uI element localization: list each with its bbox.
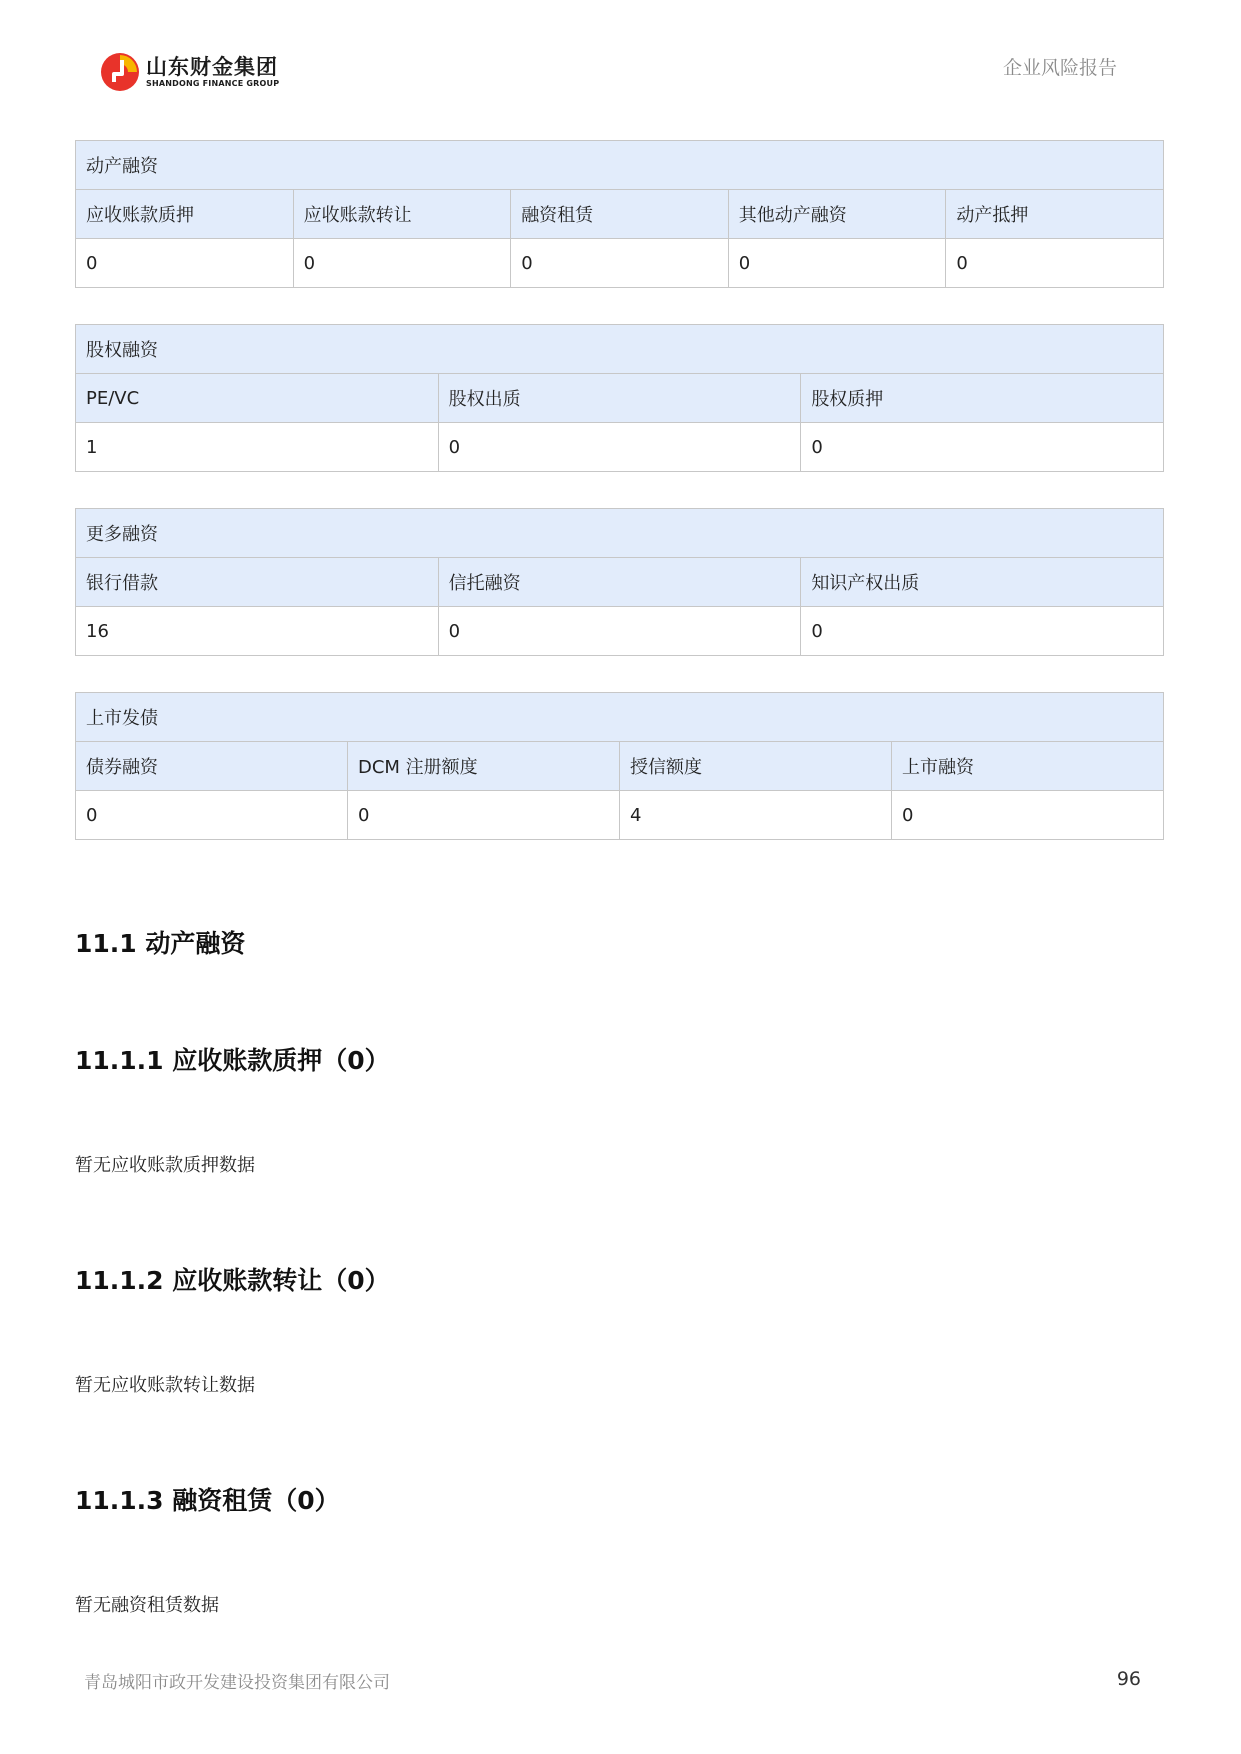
report-title: 企业风险报告 — [1002, 57, 1117, 79]
table-value-cell: 4 — [620, 791, 892, 840]
table-value-cell: 0 — [438, 607, 801, 656]
table-value-cell: 0 — [293, 239, 511, 288]
table-header-cell: 信托融资 — [438, 558, 801, 607]
table-value-cell: 1 — [76, 423, 439, 472]
section-heading-11-1: 11.1 动产融资 — [75, 929, 246, 958]
table-section-title: 上市发债 — [76, 693, 1164, 742]
listing-bond-table — [75, 692, 1164, 840]
table-header-cell: 融资租赁 — [511, 190, 729, 239]
table-header-cell: 其他动产融资 — [728, 190, 946, 239]
table-value-cell: 0 — [946, 239, 1164, 288]
section-heading-11-1-2: 11.1.2 应收账款转让（0） — [75, 1266, 390, 1295]
table-value-cell: 16 — [76, 607, 439, 656]
footer-company-name: 青岛城阳市政开发建设投资集团有限公司 — [84, 1673, 390, 1693]
table-value-cell: 0 — [728, 239, 946, 288]
empty-data-note: 暂无应收账款转让数据 — [75, 1375, 255, 1396]
table-value-cell: 0 — [76, 239, 294, 288]
company-logo — [100, 50, 279, 94]
movable-property-financing-table — [75, 140, 1164, 288]
page-number: 96 — [1116, 1668, 1141, 1690]
table-header-cell: 股权出质 — [438, 374, 801, 423]
empty-data-note: 暂无融资租赁数据 — [75, 1595, 219, 1616]
logo-english-name: SHANDONG FINANCE GROUP — [146, 79, 280, 88]
table-header-cell: 动产抵押 — [946, 190, 1164, 239]
table-header-cell: PE/VC — [76, 374, 439, 423]
logo-chinese-name: 山东财金集团 — [146, 55, 278, 79]
table-header-cell: 授信额度 — [620, 742, 892, 791]
more-financing-table — [75, 508, 1164, 656]
table-section-title: 更多融资 — [76, 509, 1164, 558]
table-value-cell: 0 — [511, 239, 729, 288]
table-header-cell: 知识产权出质 — [801, 558, 1164, 607]
page-header — [0, 0, 1241, 120]
table-value-cell: 0 — [801, 423, 1164, 472]
table-section-title: 动产融资 — [76, 141, 1164, 190]
table-section-title: 股权融资 — [76, 325, 1164, 374]
equity-financing-table — [75, 324, 1164, 472]
table-value-cell: 0 — [892, 791, 1164, 840]
logo-emblem-icon — [100, 52, 140, 92]
table-value-cell: 0 — [76, 791, 348, 840]
table-header-cell: 应收账款转让 — [293, 190, 511, 239]
table-header-cell: DCM 注册额度 — [348, 742, 620, 791]
empty-data-note: 暂无应收账款质押数据 — [75, 1155, 255, 1176]
table-value-cell: 0 — [348, 791, 620, 840]
table-header-cell: 股权质押 — [801, 374, 1164, 423]
table-value-cell: 0 — [801, 607, 1164, 656]
table-header-cell: 银行借款 — [76, 558, 439, 607]
table-header-cell: 债券融资 — [76, 742, 348, 791]
table-value-cell: 0 — [438, 423, 801, 472]
section-heading-11-1-3: 11.1.3 融资租赁（0） — [75, 1486, 340, 1515]
table-header-cell: 应收账款质押 — [76, 190, 294, 239]
section-heading-11-1-1: 11.1.1 应收账款质押（0） — [75, 1046, 390, 1075]
table-header-cell: 上市融资 — [892, 742, 1164, 791]
